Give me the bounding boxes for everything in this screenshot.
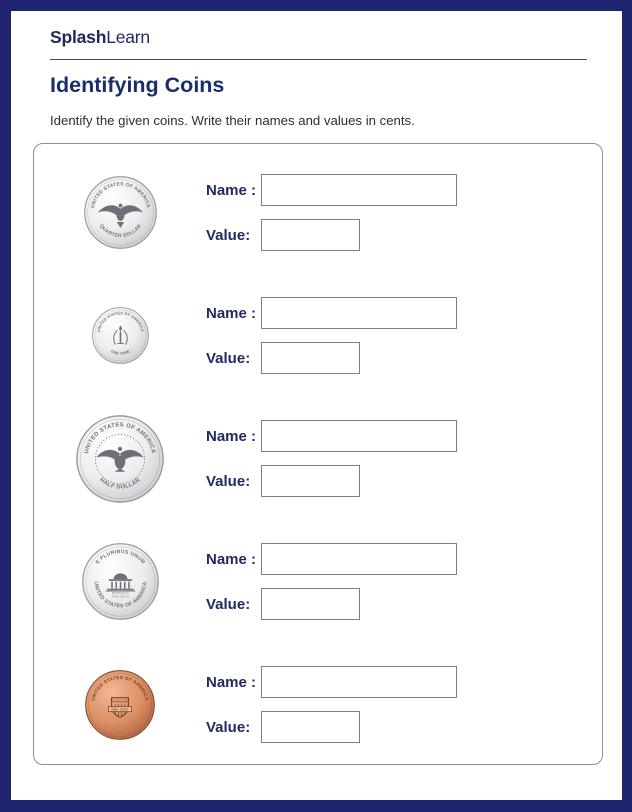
value-label: Value: [206, 595, 251, 613]
page-title: Identifying Coins [50, 73, 225, 97]
half-dollar-coin-image [34, 420, 206, 497]
value-label: Value: [206, 226, 251, 244]
quarter-coin-icon [84, 176, 157, 249]
name-input-penny[interactable] [261, 666, 457, 698]
half-dollar-coin-icon [76, 415, 164, 503]
splashlearn-logo [50, 27, 622, 48]
name-input-nickel[interactable] [261, 543, 457, 575]
worksheet-panel [33, 143, 603, 765]
penny-coin-image [34, 666, 206, 743]
nickel-coin-icon [82, 543, 159, 620]
coin-row-dime [34, 297, 602, 374]
dime-coin-image [34, 297, 206, 374]
header-divider [50, 59, 587, 60]
svg-text:E PLURIBUS UNUM: E PLURIBUS UNUM [110, 699, 130, 702]
name-input-half-dollar[interactable] [261, 420, 457, 452]
value-label: Value: [206, 472, 251, 490]
page-header [11, 11, 622, 128]
dime-coin-icon [92, 307, 149, 364]
coin-row-nickel [34, 543, 602, 620]
svg-text:UNITED STATES OF AMERICA: UNITED STATES OF AMERICA [90, 674, 150, 701]
value-input-quarter[interactable] [261, 219, 360, 251]
svg-text:UNITED STATES OF AMERICA: UNITED STATES OF AMERICA [90, 182, 150, 209]
svg-text:ONE CENT: ONE CENT [111, 706, 129, 711]
svg-text:E PLURIBUS UNUM: E PLURIBUS UNUM [94, 548, 146, 566]
name-input-dime[interactable] [261, 297, 457, 329]
value-input-penny[interactable] [261, 711, 360, 743]
svg-text:HALF DOLLAR: HALF DOLLAR [98, 476, 142, 491]
value-input-half-dollar[interactable] [261, 465, 360, 497]
nickel-coin-image [34, 543, 206, 620]
logo-text-light: Learn [106, 27, 150, 47]
svg-text:MONTICELLO: MONTICELLO [111, 593, 129, 596]
name-label: Name : [206, 181, 257, 199]
coin-row-quarter [34, 174, 602, 251]
name-input-quarter[interactable] [261, 174, 457, 206]
coin-row-half-dollar [34, 420, 602, 497]
value-label: Value: [206, 718, 251, 736]
name-label: Name : [206, 673, 257, 691]
instruction-text: Identify the given coins. Write their names and values in cents. [50, 113, 415, 128]
value-input-dime[interactable] [261, 342, 360, 374]
svg-text:UNITED STATES OF AMERICA: UNITED STATES OF AMERICA [83, 421, 157, 454]
svg-text:ONE DIME: ONE DIME [109, 349, 131, 356]
name-label: Name : [206, 304, 257, 322]
quarter-coin-image [34, 174, 206, 251]
svg-text:FIVE CENTS: FIVE CENTS [111, 595, 129, 599]
coin-row-penny [34, 666, 602, 743]
value-input-nickel[interactable] [261, 588, 360, 620]
value-label: Value: [206, 349, 251, 367]
name-label: Name : [206, 427, 257, 445]
penny-coin-icon [85, 670, 155, 740]
worksheet-page [11, 11, 622, 800]
svg-text:UNITED STATES OF AMERICA: UNITED STATES OF AMERICA [92, 581, 148, 610]
svg-text:QUARTER DOLLAR: QUARTER DOLLAR [97, 223, 143, 239]
name-label: Name : [206, 550, 257, 568]
logo-text-bold: Splash [50, 27, 107, 47]
svg-text:UNITED STATES OF AMERICA: UNITED STATES OF AMERICA [96, 311, 144, 333]
